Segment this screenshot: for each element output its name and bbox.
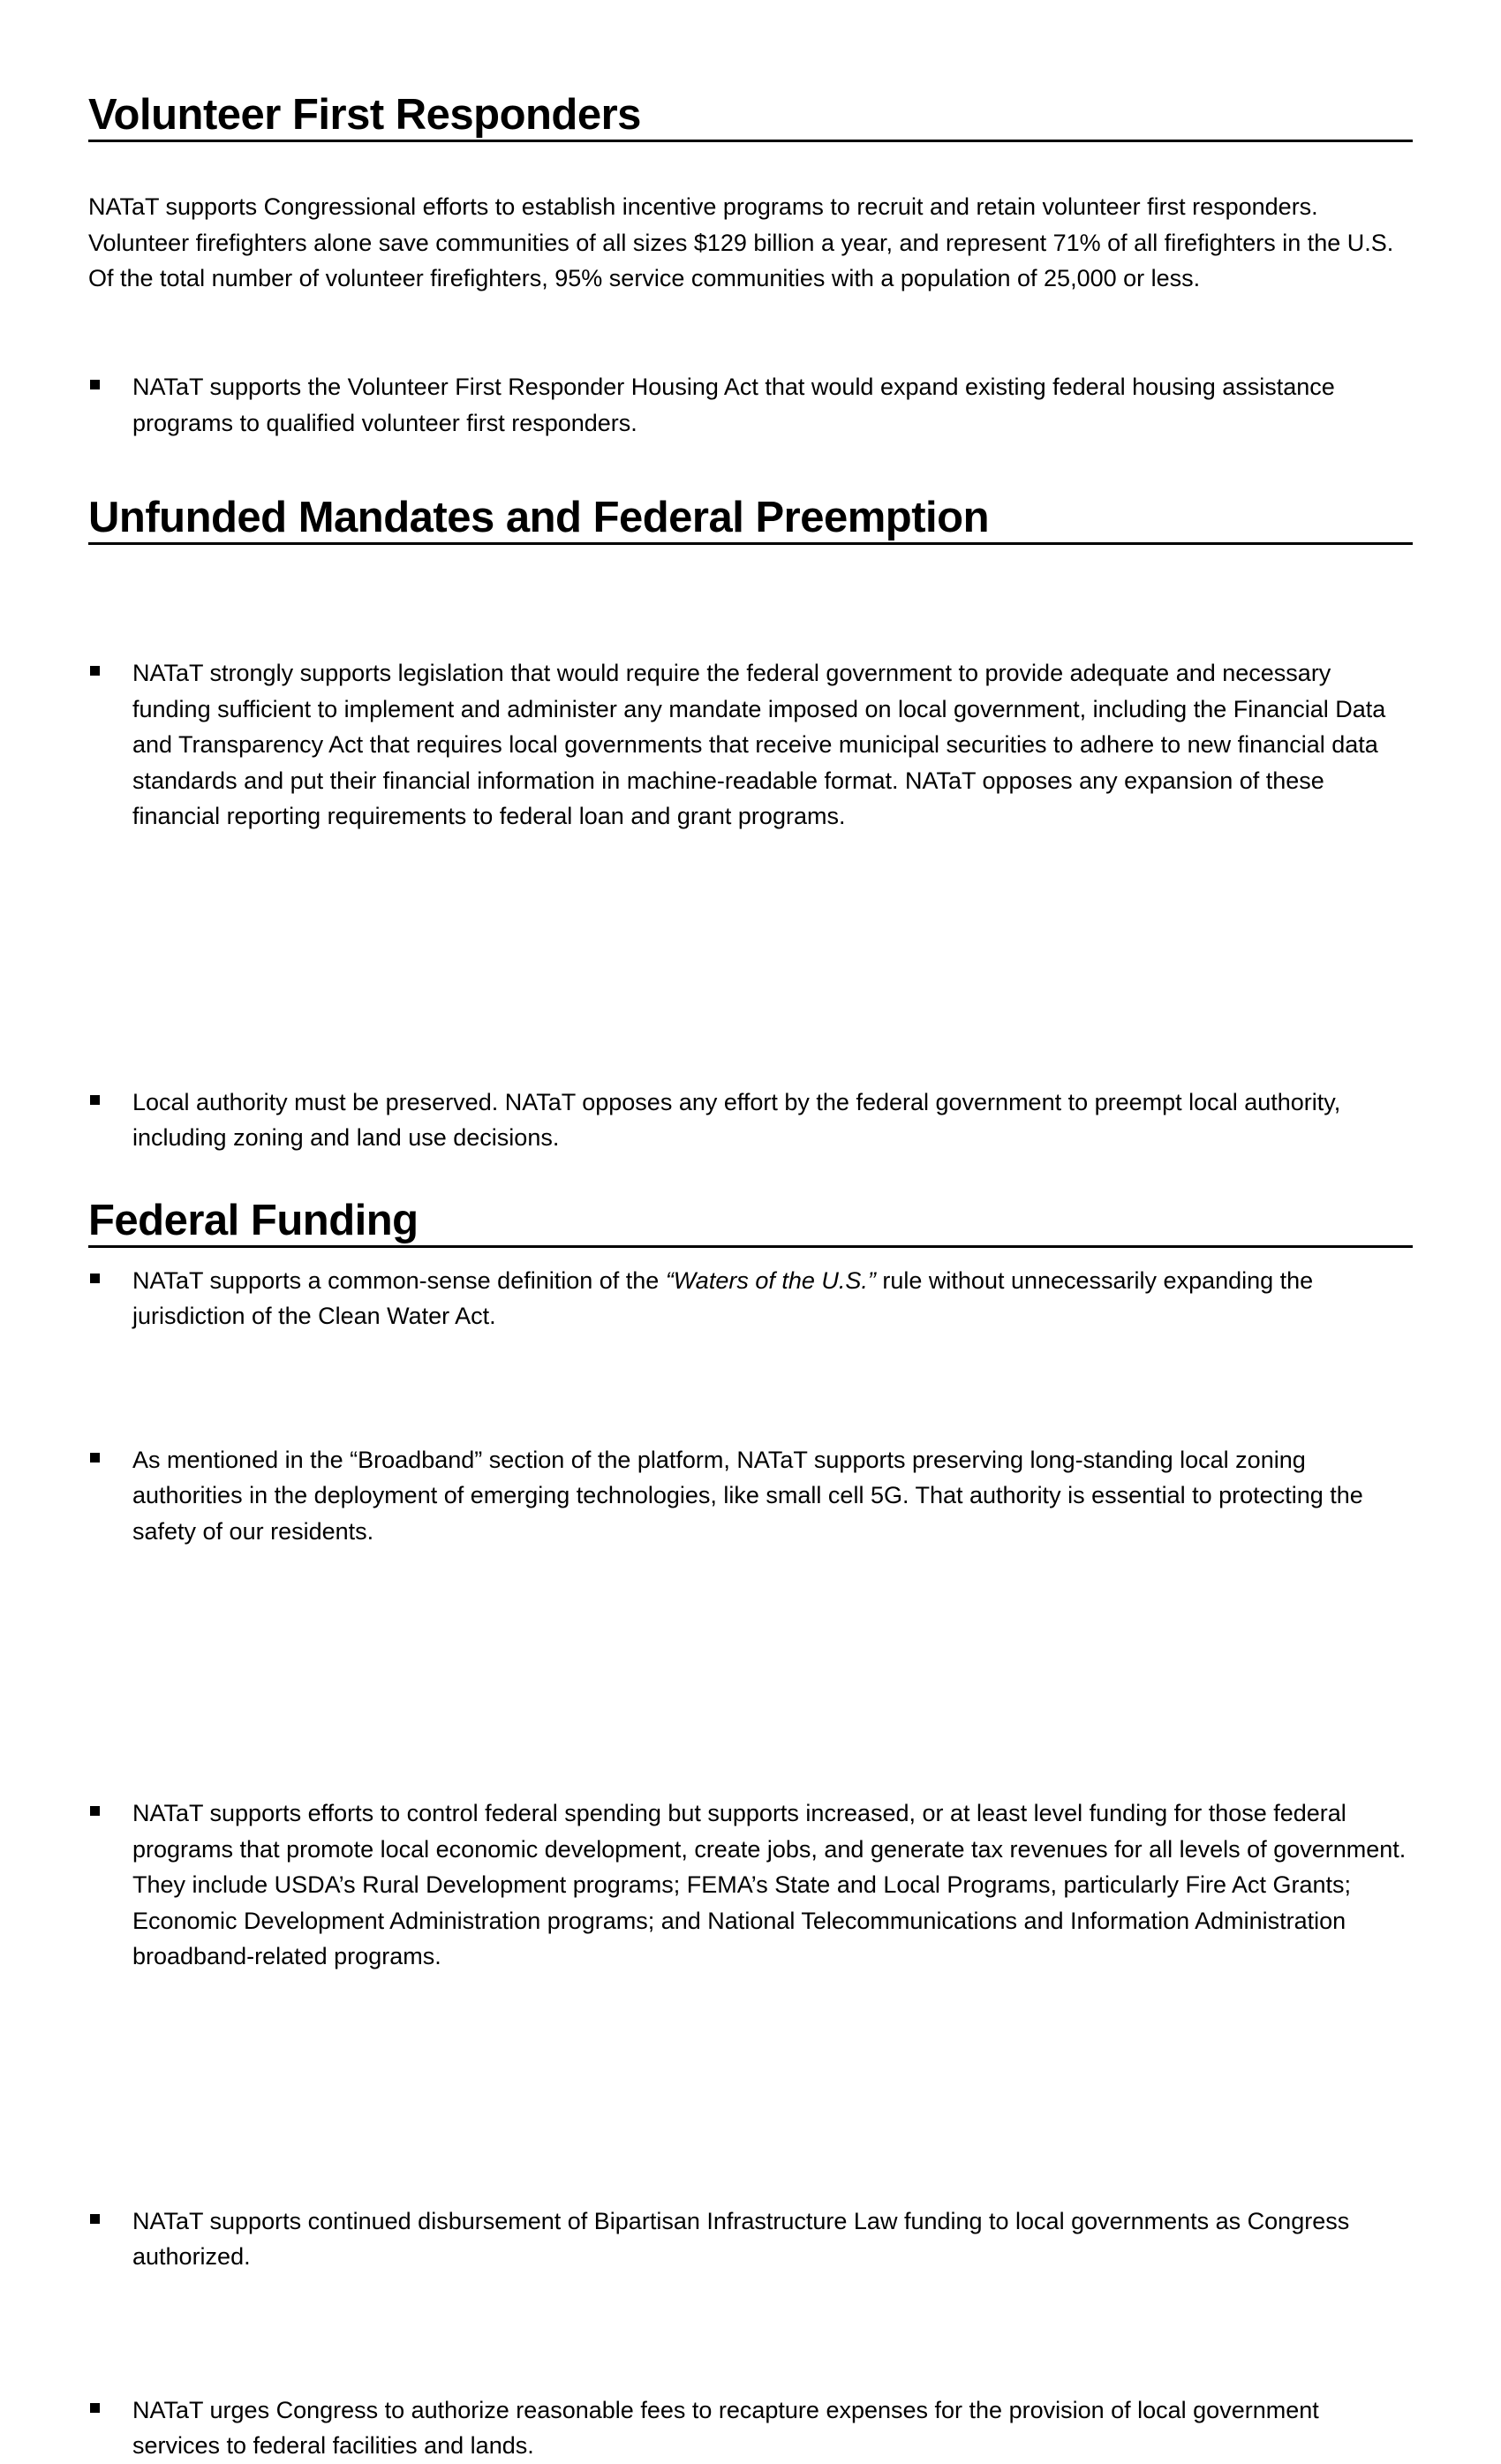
bullet-square-icon xyxy=(90,666,100,676)
section-federal-funding xyxy=(88,1196,1413,1248)
bullet-square-icon xyxy=(90,380,100,389)
bullet-square-icon xyxy=(90,2403,100,2413)
section-volunteer-first-responders xyxy=(88,90,1413,142)
bullet-text xyxy=(132,1263,1413,1334)
intro-paragraph: NATaT supports Congressional efforts to establish incentive programs to recruit and retain volunteer first responders. Volunteer firefighters alone save communities of all sizes $129 billion a year, and represent 71% of all firefighters in the U.S. Of the total number of volunteer firefighters, 95% service communities with a population of 25,000 or less. xyxy=(88,193,1394,291)
bullet-item xyxy=(88,1795,1413,1975)
bullet-text: As mentioned in the “Broadband” section of the platform, NATaT supports preserving long-standing local zoning authorities in the deployment of emerging technologies, like small cell 5G. That authority is essential to protecting the safety of our residents. xyxy=(132,1446,1363,1545)
section-unfunded-mandates xyxy=(88,493,1413,545)
text-before: NATaT supports a common-sense definition of the xyxy=(132,1266,666,1294)
bullet-item xyxy=(88,369,1413,441)
bullet-text: NATaT supports the Volunteer First Responder Housing Act that would expand existing federal housing assistance programs to qualified volunteer first responders. xyxy=(132,374,1335,436)
bullet-square-icon xyxy=(90,1453,100,1463)
bullet-square-icon xyxy=(90,1095,100,1105)
bullet-square-icon xyxy=(90,2214,100,2224)
bullet-text: Local authority must be preserved. NATaT opposes any effort by the federal government to preempt local authority, including zoning and land use decisions. xyxy=(132,1088,1341,1151)
bullet-text: NATaT strongly supports legislation that would require the federal government to provide adequate and necessary funding sufficient to implement and administer any mandate imposed on local government, including the Financial Data and Transparency Act that requires local governments that receive municipal securities to adhere to new financial data standards and put their financial information in machine-readable format. NATaT opposes any expansion of these financial reporting requirements to federal loan and grant programs. xyxy=(132,660,1386,829)
bullet-item xyxy=(88,1263,1413,1334)
section-heading: Unfunded Mandates and Federal Preemption xyxy=(88,493,1413,545)
bullet-item xyxy=(88,655,1413,835)
bullet-item xyxy=(88,2392,1413,2464)
italic-term: “Waters of the U.S.” xyxy=(665,1266,876,1294)
section-heading: Federal Funding xyxy=(88,1196,1413,1248)
bullet-item xyxy=(88,1085,1413,1156)
bullet-item xyxy=(88,2203,1413,2275)
section-heading: Volunteer First Responders xyxy=(88,90,1413,142)
text-after: rule without unnecessarily expanding the jurisdiction of the Clean Water Act. xyxy=(132,1266,1314,1329)
section-intro xyxy=(88,189,1395,297)
bullet-text: NATaT supports continued disbursement of Bipartisan Infrastructure Law funding to local governments as Congress authorized. xyxy=(132,2207,1350,2270)
document-page xyxy=(88,0,1413,2459)
bullet-item xyxy=(88,1442,1413,1550)
bullet-square-icon xyxy=(90,1274,100,1283)
bullet-text: NATaT urges Congress to authorize reasonable fees to recapture expenses for the provision of local government services to federal facilities and lands. xyxy=(132,2396,1319,2459)
bullet-square-icon xyxy=(90,1806,100,1816)
bullet-text: NATaT supports efforts to control federal spending but supports increased, or at least level funding for those federal programs that promote local economic development, create jobs, and generate tax revenues for all levels of government. They include USDA’s Rural Development programs; FEMA’s State and Local Programs, particularly Fire Act Grants; Economic Development Administration programs; and National Telecommunications and Information Administration broadband-related programs. xyxy=(132,1800,1407,1969)
